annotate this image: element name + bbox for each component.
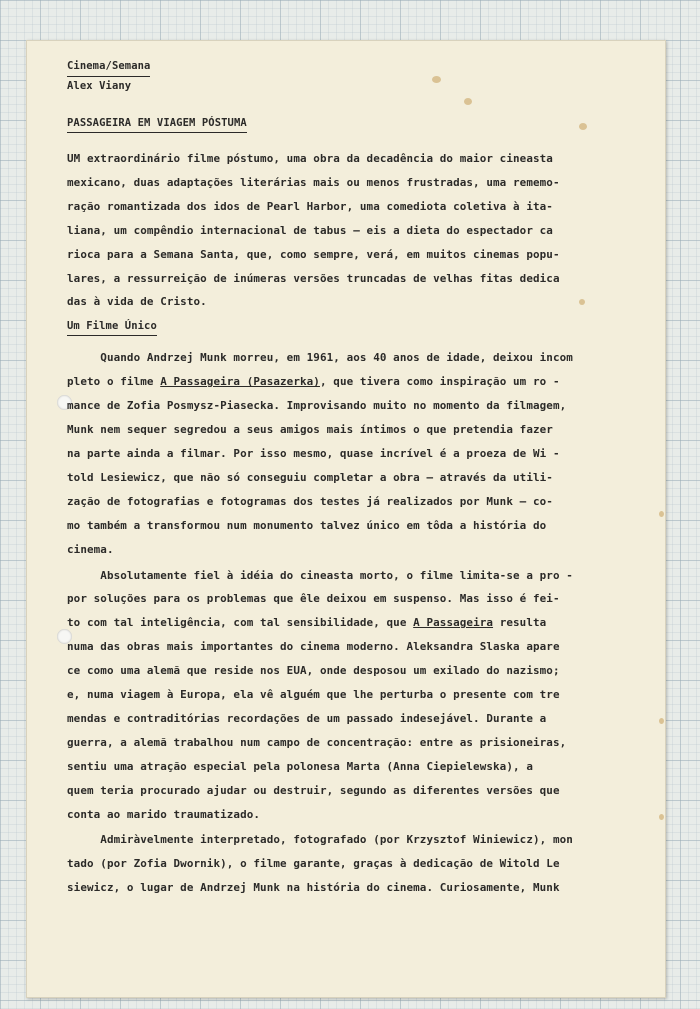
text-line: conta ao marido traumatizado. (67, 807, 261, 821)
text-line: mo também a transformou num monumento talvez único em tôda a história do (67, 518, 547, 532)
text-line: siewicz, o lugar de Andrzej Munk na história do cinema. Curiosamente, Munk (67, 881, 560, 895)
document-body (67, 57, 637, 900)
text-span: to com tal inteligência, com tal sensibilidade, que (67, 616, 414, 630)
text-line: guerra, a alemã trabalhou num campo de concentração: entre as prisioneiras, (67, 735, 567, 749)
text-line (67, 611, 637, 635)
text-span: resulta (493, 616, 547, 630)
text-line: lares, a ressurreição de inúmeras versões truncadas de velhas fitas dedica (67, 271, 560, 285)
text-line: mexicano, duas adaptações literárias mais ou menos frustradas, uma rememo- (67, 175, 560, 189)
text-line: das à vida de Cristo. (67, 295, 207, 309)
text-line: na parte ainda a filmar. Por isso mesmo, quase incrível é a proeza de Wi - (67, 446, 560, 460)
text-line: ce como uma alemã que reside nos EUA, onde desposou um exilado do nazismo; (67, 664, 560, 678)
text-line: Munk nem sequer segredou a seus amigos mais íntimos o que pretendia fazer (67, 423, 553, 437)
author-name: Alex Viany (67, 80, 132, 92)
text-line: Quando Andrzej Munk morreu, em 1961, aos 40 anos de idade, deixou incom (67, 351, 573, 365)
text-line: liana, um compêndio internacional de tabus — eis a dieta do espectador ca (67, 223, 553, 237)
paper-stain (659, 718, 664, 724)
text-line: Absolutamente fiel à idéia do cineasta morto, o filme limita-se a pro - (67, 568, 573, 582)
text-line: zação de fotografias e fotogramas dos testes já realizados por Munk — co- (67, 494, 553, 508)
typewritten-page (26, 40, 666, 998)
text-line: por soluções para os problemas que êle deixou em suspenso. Mas isso é fei- (67, 592, 560, 606)
text-line (67, 370, 637, 394)
text-line: Admiràvelmente interpretado, fotografado (por Krzysztof Winiewicz), mon (67, 833, 573, 847)
text-line: numa das obras mais importantes do cinema moderno. Aleksandra Slaska apare (67, 640, 560, 654)
paper-stain (659, 814, 664, 820)
text-line: quem teria procurado ajudar ou destruir, segundo as diferentes versões que (67, 783, 560, 797)
text-line: e, numa viagem à Europa, ela vê alguém que lhe perturba o presente com tre (67, 688, 560, 702)
article-title: PASSAGEIRA EM VIAGEM PÓSTUMA (67, 117, 247, 133)
text-line: mance de Zofia Posmysz-Piasecka. Improvisando muito no momento da filmagem, (67, 399, 567, 413)
text-line: cinema. (67, 542, 114, 556)
text-line: tado (por Zofia Dwornik), o filme garante, graças à dedicação de Witold Le (67, 857, 560, 871)
film-title: A Passageira (413, 616, 494, 630)
paragraph-intro (67, 147, 637, 314)
section-heading: Um Filme Único (67, 320, 157, 336)
text-line: ração romantizada dos idos de Pearl Harbor, uma comediota coletiva à ita- (67, 199, 553, 213)
text-span: , que tivera como inspiração um ro - (319, 375, 560, 389)
text-span: pleto o filme (67, 375, 161, 389)
text-line: told Lesiewicz, que não só conseguiu completar a obra — através da utili- (67, 470, 553, 484)
section-label: Cinema/Semana (67, 57, 150, 77)
text-line: mendas e contraditórias recordações de um passado indesejável. Durante a (67, 711, 547, 725)
paragraph-credits (67, 828, 637, 900)
film-title: A Passageira (Pasazerka) (160, 375, 320, 389)
text-line: UM extraordinário filme póstumo, uma obra da decadência do maior cineasta (67, 152, 553, 165)
text-line: rioca para a Semana Santa, que, como sempre, verá, em muitos cinemas popu- (67, 247, 560, 261)
text-line: sentiu uma atração especial pela polonesa Marta (Anna Ciepielewska), a (67, 759, 533, 773)
paragraph-munk (67, 346, 637, 561)
paper-stain (659, 511, 664, 517)
paragraph-story (67, 564, 637, 827)
